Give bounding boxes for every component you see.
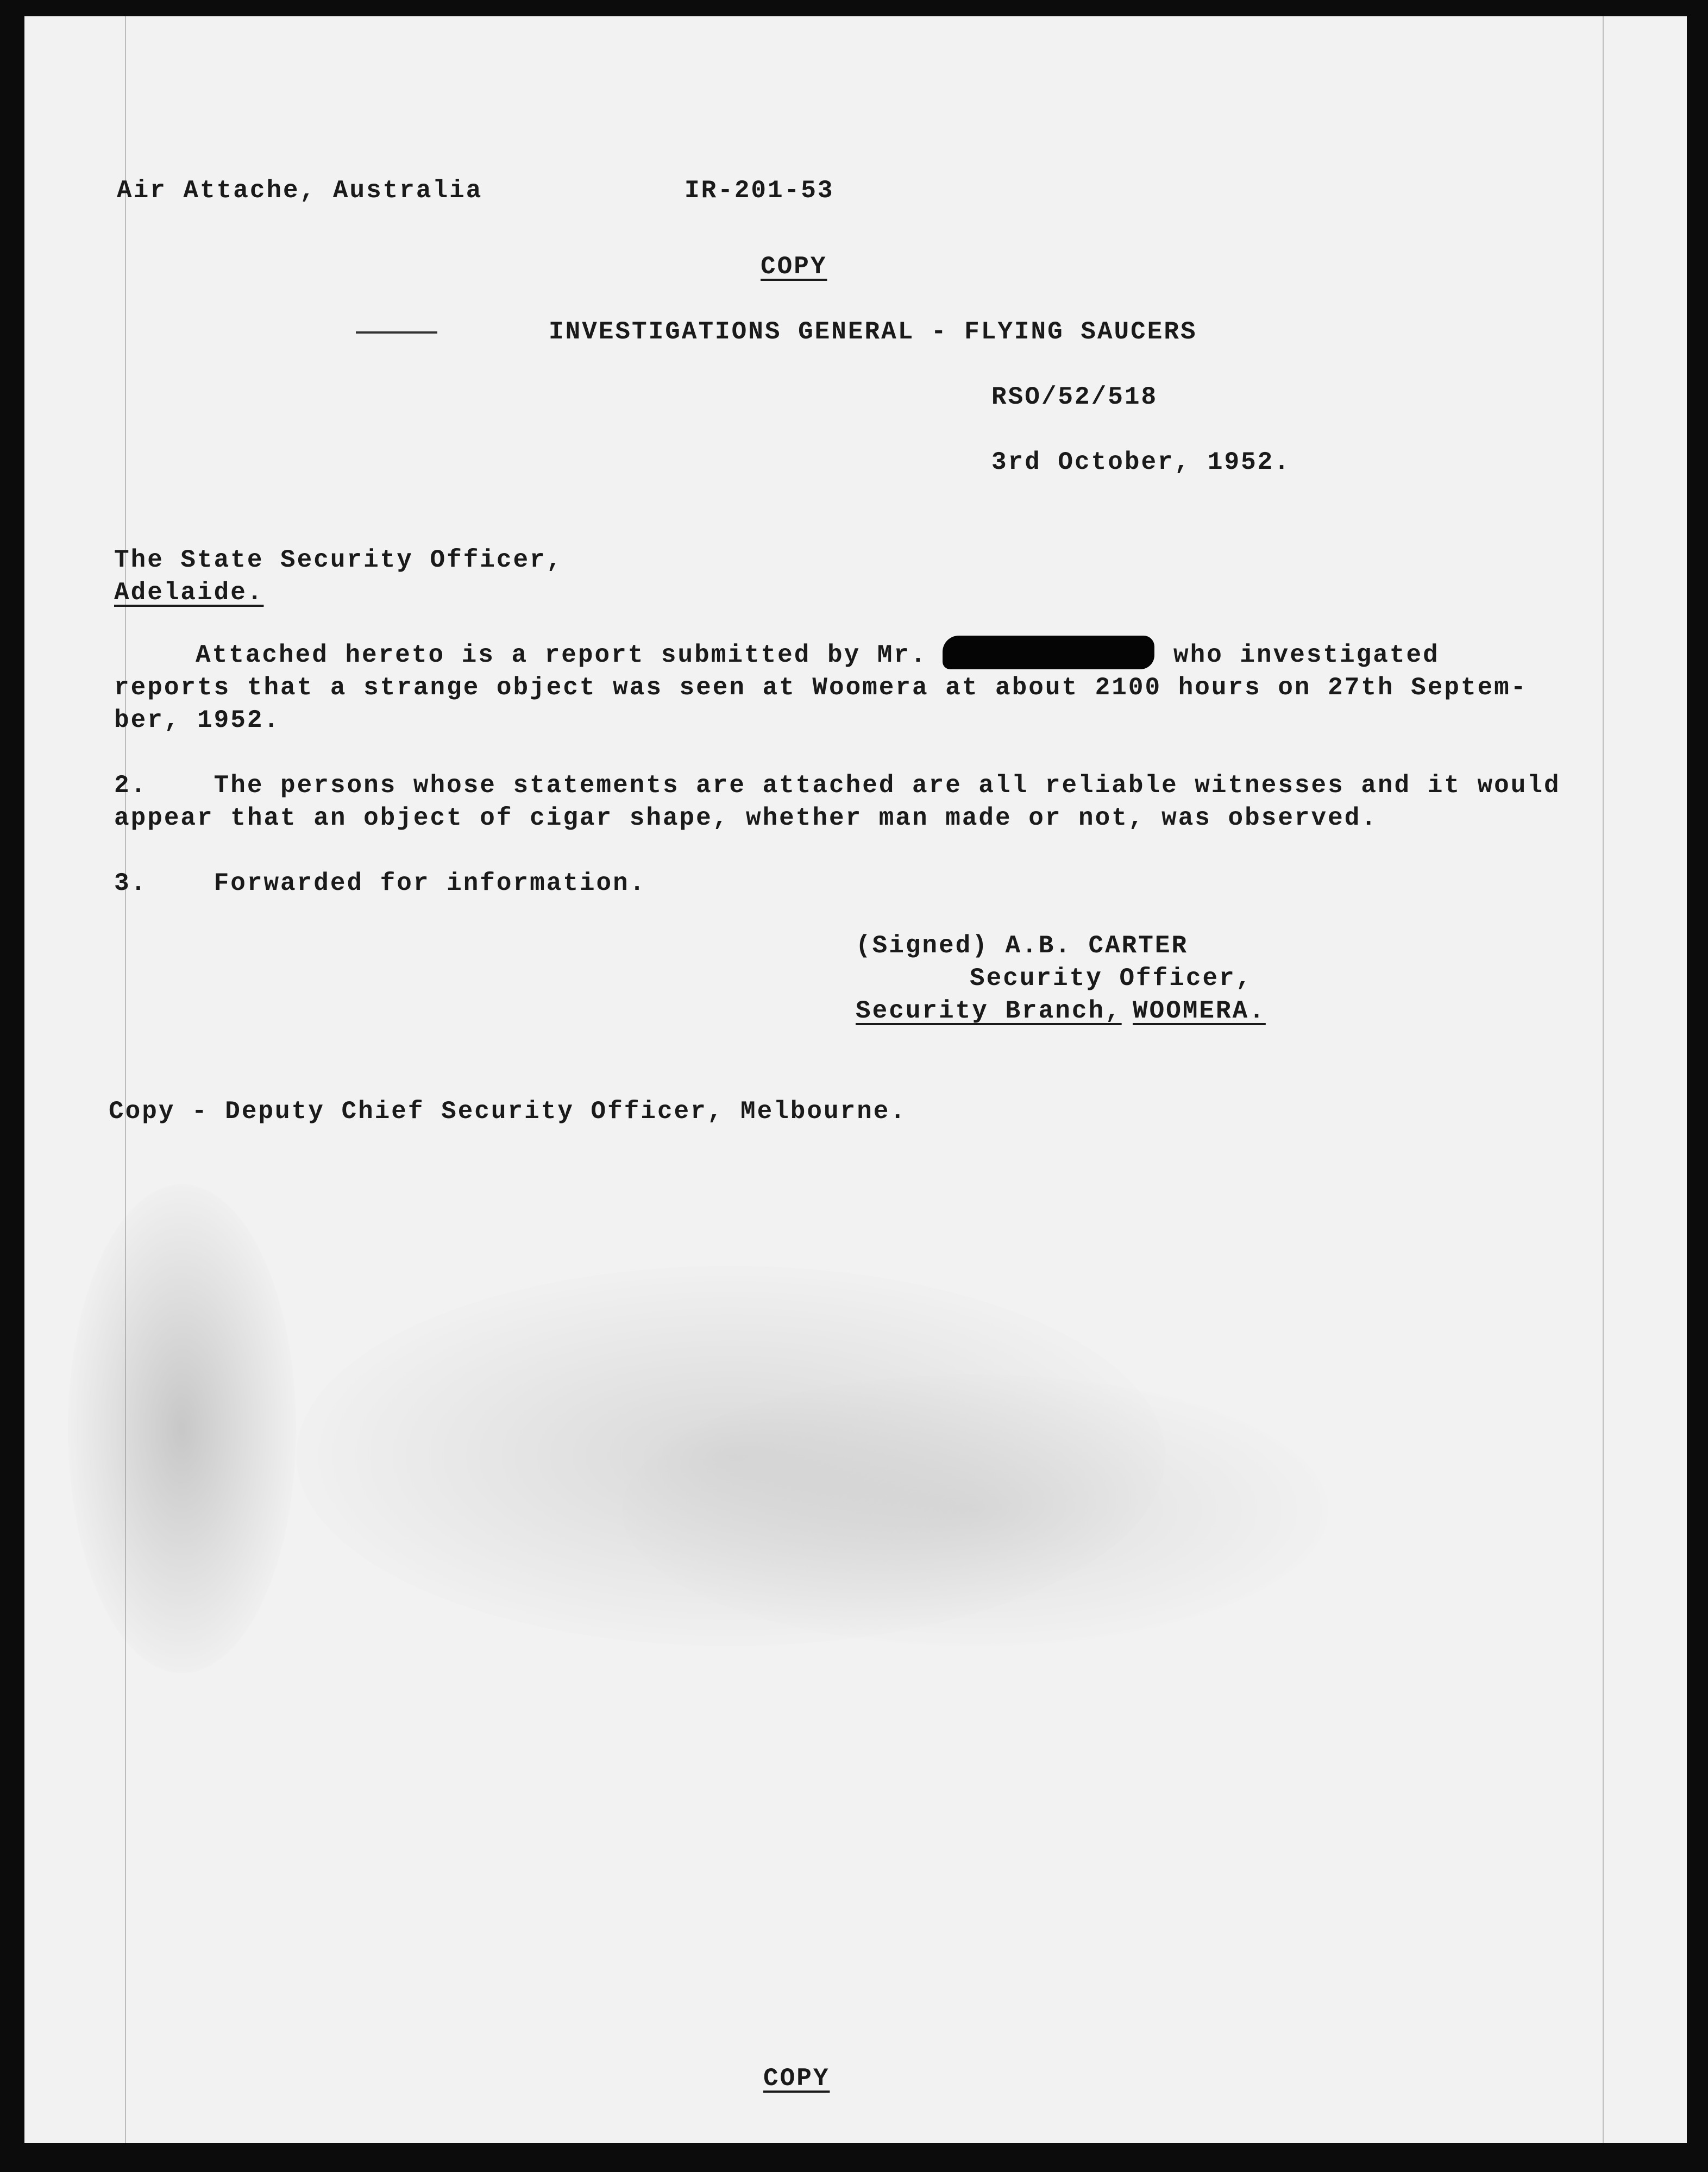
toner-smudge (68, 1184, 296, 1673)
signature-branch: Security Branch, (856, 997, 1122, 1025)
file-reference: RSO/52/518 (991, 383, 1158, 411)
letter-date: 3rd October, 1952. (991, 448, 1291, 476)
signature-name: (Signed) A.B. CARTER (856, 932, 1189, 960)
margin-crease (125, 16, 126, 2143)
copy-stamp-bottom: COPY (763, 2064, 830, 2093)
paragraph-1-line-3: ber, 1952. (114, 706, 281, 735)
redaction-bar (943, 636, 1154, 669)
signature-location: WOOMERA. (1133, 997, 1266, 1025)
paragraph-3: 3. Forwarded for information. (114, 869, 646, 897)
paragraph-2-line-1: 2. The persons whose statements are attached are all reliable witnesses and it would (114, 771, 1561, 800)
carbon-copy-line: Copy - Deputy Chief Security Officer, Melbourne. (109, 1097, 907, 1126)
addressee-title: The State Security Officer, (114, 546, 563, 574)
document-page (24, 16, 1687, 2143)
paragraph-1-line-1a: Attached hereto is a report submitted by Mr. (196, 641, 927, 669)
dash-mark (356, 331, 437, 334)
sender-line: Air Attache, Australia (117, 177, 483, 205)
paragraph-1-line-1b: who investigated (1173, 641, 1440, 669)
signature-title: Security Officer, (970, 964, 1253, 993)
toner-smudge (622, 1374, 1328, 1646)
copy-stamp-top: COPY (761, 253, 827, 281)
paragraph-2-line-2: appear that an object of cigar shape, whether man made or not, was observed. (114, 804, 1378, 832)
subject-heading: INVESTIGATIONS GENERAL - FLYING SAUCERS (549, 318, 1197, 346)
margin-crease-right (1603, 16, 1604, 2143)
addressee-city: Adelaide. (114, 579, 264, 607)
document-reference: IR-201-53 (685, 177, 834, 205)
paragraph-1-line-2: reports that a strange object was seen at Woomera at about 2100 hours on 27th Septem- (114, 674, 1528, 702)
